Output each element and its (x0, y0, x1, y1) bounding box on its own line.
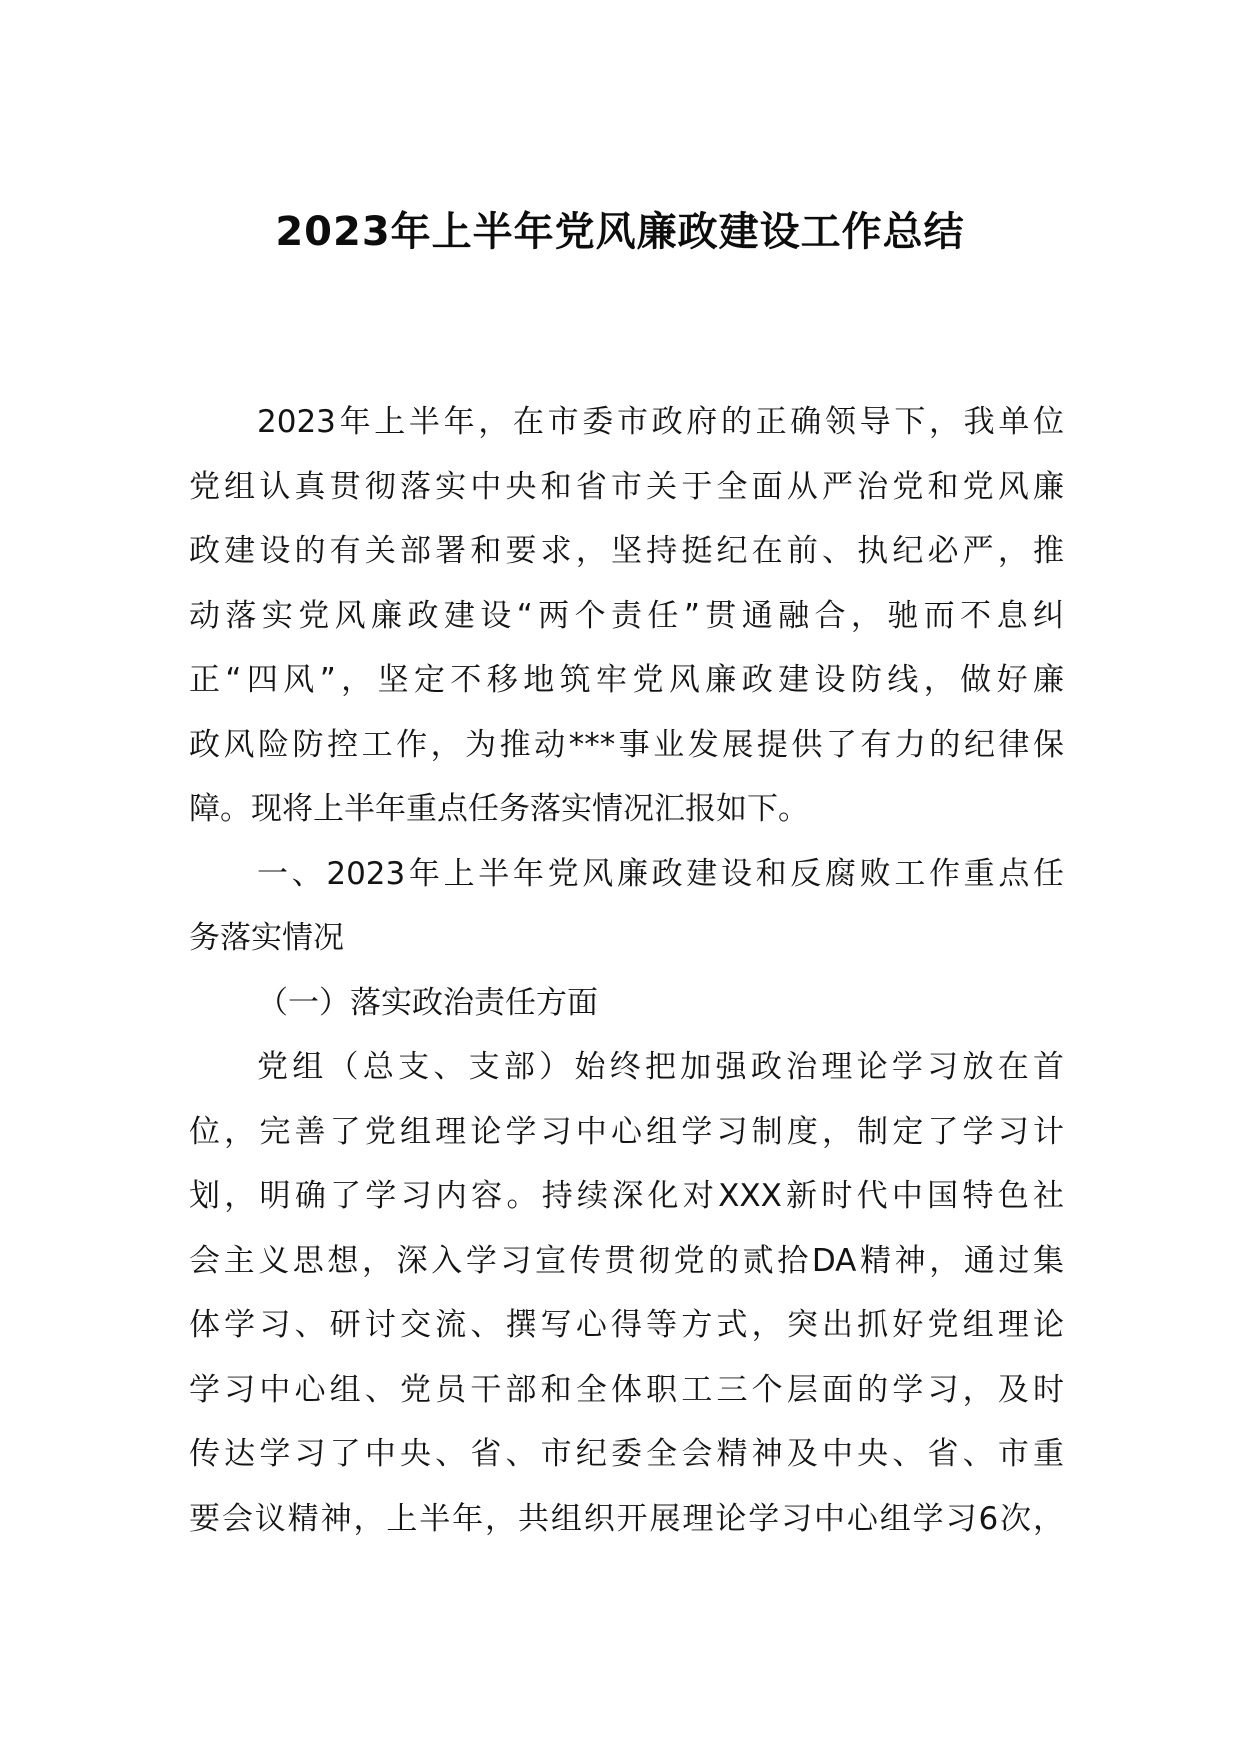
section-heading: 一、2023年上半年党风廉政建设和反腐败工作重点任 (257, 855, 1064, 892)
body-line: 划，明确了学习内容。持续深化对XXX新时代中国特色社 (189, 1178, 1064, 1214)
body-line: 位，完善了党组理论学习中心组学习制度，制定了学习计 (189, 1113, 1064, 1150)
document-body (189, 390, 1064, 1551)
body-line: 会主义思想，深入学习宣传贯彻党的贰拾DA精神，通过集 (189, 1242, 1064, 1279)
section-heading: 务落实情况 (189, 920, 344, 956)
body-line: 党组（总支、支部）始终把加强政治理论学习放在首 (257, 1049, 1064, 1085)
body-line: 动落实党风廉政建设“两个责任”贯通融合，驰而不息纠 (189, 597, 1064, 634)
body-line: 正“四风”，坚定不移地筑牢党风廉政建设防线，做好廉 (189, 662, 1064, 698)
body-line: 2023年上半年，在市委市政府的正确领导下，我单位 (257, 404, 1064, 440)
body-line: 学习中心组、党员干部和全体职工三个层面的学习，及时 (189, 1371, 1064, 1408)
subsection-heading: （一）落实政治责任方面 (257, 984, 598, 1021)
body-line: 障。现将上半年重点任务落实情况汇报如下。 (189, 791, 809, 827)
body-line: 政风险防控工作，为推动***事业发展提供了有力的纪律保 (189, 726, 1064, 763)
body-line: 党组认真贯彻落实中央和省市关于全面从严治党和党风廉 (189, 468, 1064, 505)
document-title: 2023年上半年党风廉政建设工作总结 (275, 209, 965, 255)
body-line: 体学习、研讨交流、撰写心得等方式，突出抓好党组理论 (189, 1307, 1064, 1343)
body-line: 要会议精神，上半年，共组织开展理论学习中心组学习6次， (189, 1500, 1064, 1537)
body-line: 政建设的有关部署和要求，坚持挺纪在前、执纪必严，推 (189, 533, 1064, 569)
body-line: 传达学习了中央、省、市纪委全会精神及中央、省、市重 (189, 1436, 1064, 1472)
